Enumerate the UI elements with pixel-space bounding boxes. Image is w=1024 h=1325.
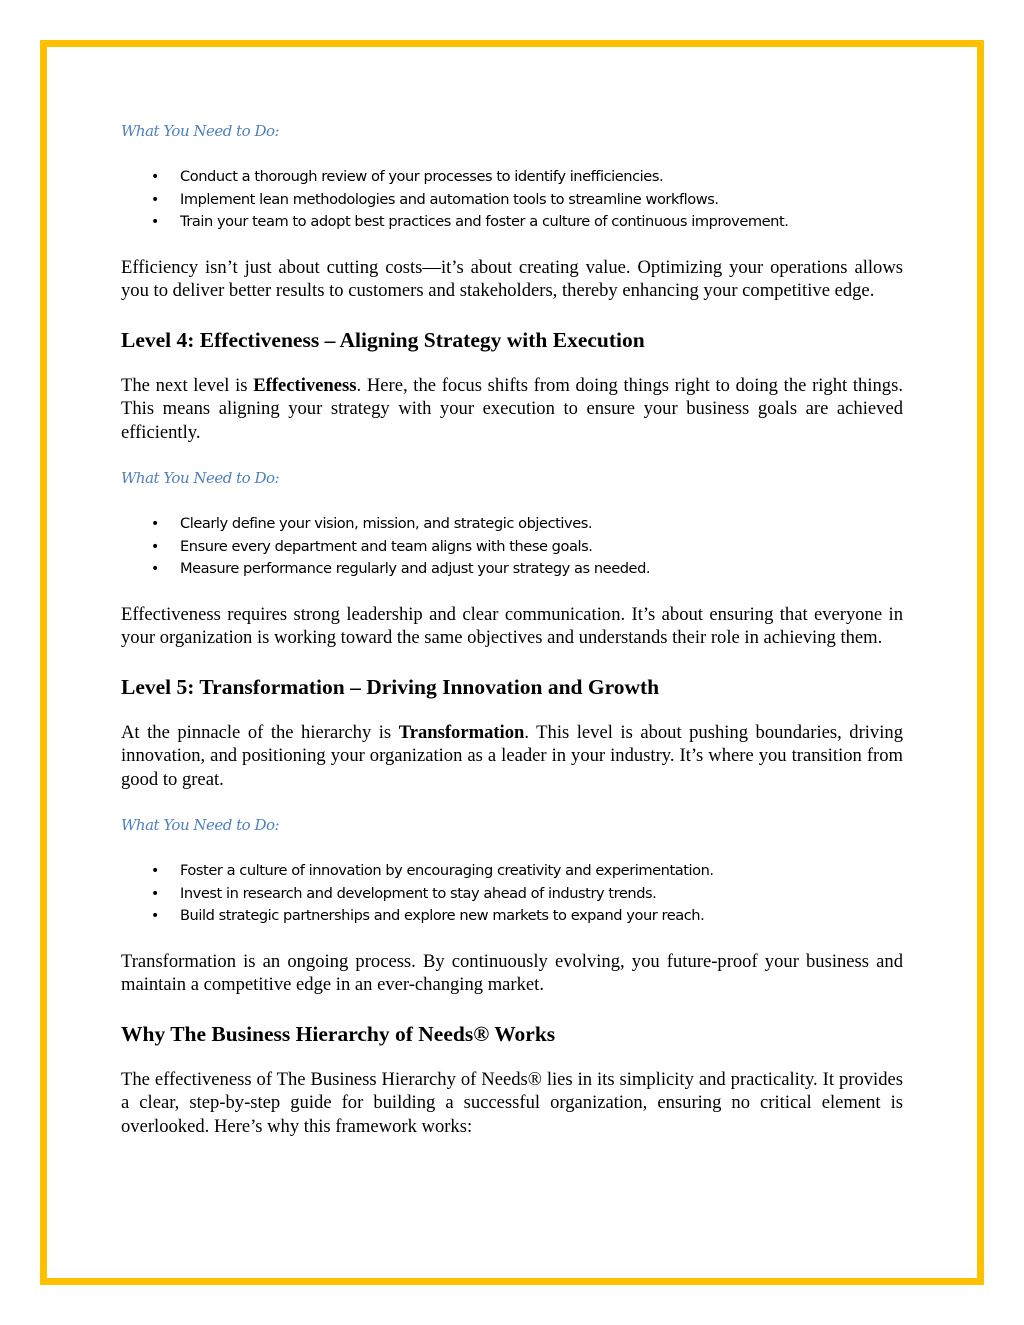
list-item: • Invest in research and development to stay ahead of industry trends. [121, 883, 903, 906]
what-to-do-subhead: What You Need to Do: [121, 122, 280, 140]
list-item: • Clearly define your vision, mission, and strategic objectives. [121, 513, 903, 536]
bullet-icon: • [151, 885, 159, 902]
list-item: • Foster a culture of innovation by encouraging creativity and experimentation. [121, 860, 903, 883]
emphasis-term: Transformation [398, 721, 525, 743]
bullet-icon: • [151, 538, 159, 555]
intro-paragraph: At the pinnacle of the hierarchy is Transformation. This level is about pushing boundaries, driving innovation, and positioning your organization as a leader in your industry. It’s where you transition from good to great. [121, 721, 903, 790]
action-list [121, 860, 903, 928]
list-item: • Ensure every department and team aligns with these goals. [121, 536, 903, 559]
what-to-do-subhead: What You Need to Do: [121, 816, 280, 834]
closing-paragraph: Efficiency isn’t just about cutting costs—it’s about creating value. Optimizing your operations allows you to deliver better results to customers and stakeholders, thereby enhancing your competitive edge. [121, 256, 903, 301]
list-item: • Build strategic partnerships and explore new markets to expand your reach. [121, 905, 903, 928]
list-item: • Train your team to adopt best practices and foster a culture of continuous improvement. [121, 211, 903, 234]
bullet-icon: • [151, 908, 159, 924]
action-list [121, 166, 903, 234]
intro-paragraph: The next level is Effectiveness. Here, the focus shifts from doing things right to doing the right things. This means aligning your strategy with your execution to ensure your business goals are achieved efficiently. [121, 374, 903, 443]
why-works-paragraph: The effectiveness of The Business Hierarchy of Needs® lies in its simplicity and practicality. It provides a clear, step-by-step guide for building a successful organization, ensuring no critical element is overlooked. Here’s why this framework works: [121, 1068, 903, 1137]
bullet-icon: • [151, 516, 159, 532]
section-heading-level-5: Level 5: Transformation – Driving Innovation and Growth [121, 674, 660, 699]
closing-paragraph: Transformation is an ongoing process. By continuously evolving, you future-proof your business and maintain a competitive edge in an ever-changing market. [121, 950, 903, 995]
what-to-do-subhead: What You Need to Do: [121, 469, 280, 487]
bullet-icon: • [151, 214, 159, 230]
section-heading-level-4: Level 4: Effectiveness – Aligning Strategy with Execution [121, 327, 645, 352]
closing-paragraph: Effectiveness requires strong leadership and clear communication. It’s about ensuring that everyone in your organization is working toward the same objectives and understands their role in achieving them. [121, 603, 903, 648]
emphasis-term: Effectiveness [253, 374, 357, 396]
section-heading-why-works: Why The Business Hierarchy of Needs® Works [121, 1021, 556, 1046]
action-list [121, 513, 903, 581]
bullet-icon: • [151, 191, 159, 208]
list-item: • Implement lean methodologies and automation tools to streamline workflows. [121, 189, 903, 212]
bullet-icon: • [151, 561, 159, 577]
list-item: • Conduct a thorough review of your processes to identify inefficiencies. [121, 166, 903, 189]
bullet-icon: • [151, 169, 159, 185]
list-item: • Measure performance regularly and adjust your strategy as needed. [121, 558, 903, 581]
document-content [121, 118, 903, 1138]
bullet-icon: • [151, 863, 159, 879]
